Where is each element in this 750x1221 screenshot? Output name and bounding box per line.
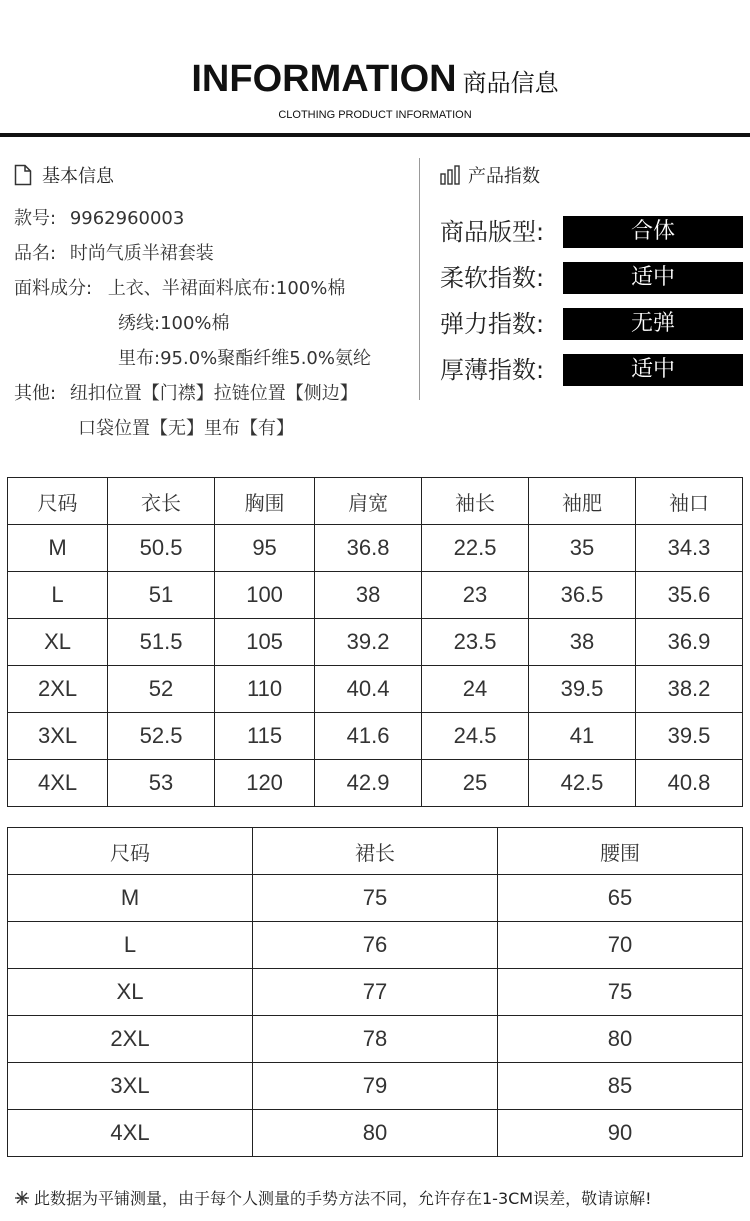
index-row-softness xyxy=(440,262,745,294)
table-cell: 40.4 xyxy=(315,666,422,713)
table-header-cell: 腰围 xyxy=(498,828,743,875)
table-cell: 53 xyxy=(108,760,215,807)
table-cell: 4XL xyxy=(8,1110,253,1157)
table-cell: 42.9 xyxy=(315,760,422,807)
table-cell: 4XL xyxy=(8,760,108,807)
table-row xyxy=(8,525,743,572)
table-cell: 51.5 xyxy=(108,619,215,666)
table-cell: 100 xyxy=(215,572,315,619)
index-label: 弹力指数: xyxy=(440,310,545,338)
table-cell: 35.6 xyxy=(636,572,743,619)
table-cell: 41 xyxy=(529,713,636,760)
table-cell: 39.5 xyxy=(636,713,743,760)
table-cell: 105 xyxy=(215,619,315,666)
table-header-row xyxy=(8,828,743,875)
table-cell: 36.9 xyxy=(636,619,743,666)
fabric-label: 面料成分: xyxy=(14,278,93,299)
table-cell: 52.5 xyxy=(108,713,215,760)
table-cell: M xyxy=(8,525,108,572)
table-cell: 110 xyxy=(215,666,315,713)
index-row-thickness xyxy=(440,354,745,386)
table-cell: 34.3 xyxy=(636,525,743,572)
measurement-note-text: 此数据为平铺测量，由于每个人测量的手势方法不同，允许存在1-3CM误差，敬请谅解! xyxy=(34,1189,652,1208)
page-title-en: INFORMATION xyxy=(191,58,457,100)
table-cell: 80 xyxy=(498,1016,743,1063)
product-name-label: 品名: xyxy=(14,243,57,264)
table-cell: 2XL xyxy=(8,666,108,713)
table-cell: 23.5 xyxy=(422,619,529,666)
table-cell: 42.5 xyxy=(529,760,636,807)
table-cell: 40.8 xyxy=(636,760,743,807)
table-cell: 39.5 xyxy=(529,666,636,713)
table-cell: XL xyxy=(8,619,108,666)
product-name-value: 时尚气质半裙套装 xyxy=(69,243,214,264)
table-header-cell: 袖肥 xyxy=(529,478,636,525)
style-number-label: 款号: xyxy=(14,208,57,229)
top-size-table xyxy=(7,477,743,807)
table-cell: 24.5 xyxy=(422,713,529,760)
section-divider xyxy=(419,158,420,400)
table-header-cell: 袖长 xyxy=(422,478,529,525)
table-row xyxy=(8,1063,743,1110)
table-cell: 22.5 xyxy=(422,525,529,572)
table-cell: 24 xyxy=(422,666,529,713)
table-cell: 85 xyxy=(498,1063,743,1110)
fabric-value-1: 上衣、半裙面料底布:100%棉 xyxy=(107,278,346,299)
product-index-title-text: 产品指数 xyxy=(468,166,540,187)
table-cell: 76 xyxy=(253,922,498,969)
product-index-title xyxy=(440,160,745,190)
table-cell: 35 xyxy=(529,525,636,572)
table-header-cell: 尺码 xyxy=(8,478,108,525)
table-header-row xyxy=(8,478,743,525)
table-row xyxy=(8,969,743,1016)
basic-info-title-text: 基本信息 xyxy=(42,166,114,187)
table-cell: L xyxy=(8,572,108,619)
table-row xyxy=(8,922,743,969)
table-cell: 120 xyxy=(215,760,315,807)
table-cell: 41.6 xyxy=(315,713,422,760)
page-title-cn: 商品信息 xyxy=(462,69,559,97)
table-cell: 95 xyxy=(215,525,315,572)
table-cell: 50.5 xyxy=(108,525,215,572)
table-row xyxy=(8,572,743,619)
table-header-cell: 衣长 xyxy=(108,478,215,525)
skirt-size-table xyxy=(7,827,743,1157)
table-cell: 70 xyxy=(498,922,743,969)
table-header-cell: 裙长 xyxy=(253,828,498,875)
table-cell: 3XL xyxy=(8,713,108,760)
table-cell: 115 xyxy=(215,713,315,760)
index-value: 适中 xyxy=(563,262,743,294)
table-cell: 80 xyxy=(253,1110,498,1157)
index-value: 合体 xyxy=(563,216,743,248)
header-rule xyxy=(0,133,750,137)
table-row xyxy=(8,1110,743,1157)
measurement-note xyxy=(14,1186,652,1209)
document-icon xyxy=(14,163,36,187)
style-number-value: 9962960003 xyxy=(69,208,185,229)
other-line xyxy=(14,379,358,405)
bar-chart-icon xyxy=(440,163,462,187)
style-number-line xyxy=(14,204,184,230)
table-cell: 90 xyxy=(498,1110,743,1157)
table-cell: 38.2 xyxy=(636,666,743,713)
asterisk-icon xyxy=(14,1190,30,1206)
basic-info-title xyxy=(14,160,414,190)
table-cell: 78 xyxy=(253,1016,498,1063)
table-cell: 75 xyxy=(253,875,498,922)
table-cell: 51 xyxy=(108,572,215,619)
basic-info-section xyxy=(14,160,414,439)
other-value-1: 纽扣位置【门襟】拉链位置【侧边】 xyxy=(69,383,358,404)
table-cell: 25 xyxy=(422,760,529,807)
table-header-cell: 胸围 xyxy=(215,478,315,525)
table-cell: 38 xyxy=(315,572,422,619)
table-row xyxy=(8,713,743,760)
index-label: 厚薄指数: xyxy=(440,356,545,384)
table-cell: 2XL xyxy=(8,1016,253,1063)
table-cell: 52 xyxy=(108,666,215,713)
table-cell: 77 xyxy=(253,969,498,1016)
table-header-cell: 尺码 xyxy=(8,828,253,875)
table-cell: 23 xyxy=(422,572,529,619)
fabric-value-3: 里布:95.0%聚酯纤维5.0%氨纶 xyxy=(118,348,371,369)
index-value: 适中 xyxy=(563,354,743,386)
page-header xyxy=(0,0,750,140)
table-cell: L xyxy=(8,922,253,969)
table-cell: 36.5 xyxy=(529,572,636,619)
product-name-line xyxy=(14,239,214,265)
title-row xyxy=(0,58,750,101)
table-cell: 38 xyxy=(529,619,636,666)
table-cell: 36.8 xyxy=(315,525,422,572)
other-label: 其他: xyxy=(14,383,57,404)
other-value-2: 口袋位置【无】里布【有】 xyxy=(78,418,294,439)
table-cell: 3XL xyxy=(8,1063,253,1110)
table-cell: 75 xyxy=(498,969,743,1016)
table-cell: XL xyxy=(8,969,253,1016)
index-value: 无弹 xyxy=(563,308,743,340)
page-subtitle: CLOTHING PRODUCT INFORMATION xyxy=(278,109,472,121)
table-cell: 65 xyxy=(498,875,743,922)
index-row-elasticity xyxy=(440,308,745,340)
table-row xyxy=(8,1016,743,1063)
index-row-fit xyxy=(440,216,745,248)
table-row xyxy=(8,875,743,922)
index-label: 柔软指数: xyxy=(440,264,545,292)
product-index-section xyxy=(440,160,745,384)
table-header-cell: 袖口 xyxy=(636,478,743,525)
fabric-line xyxy=(14,274,345,300)
table-row xyxy=(8,760,743,807)
table-row xyxy=(8,666,743,713)
table-cell: M xyxy=(8,875,253,922)
table-row xyxy=(8,619,743,666)
index-label: 商品版型: xyxy=(440,218,545,246)
table-header-cell: 肩宽 xyxy=(315,478,422,525)
table-cell: 39.2 xyxy=(315,619,422,666)
table-cell: 79 xyxy=(253,1063,498,1110)
fabric-value-2: 绣线:100%棉 xyxy=(118,313,230,334)
